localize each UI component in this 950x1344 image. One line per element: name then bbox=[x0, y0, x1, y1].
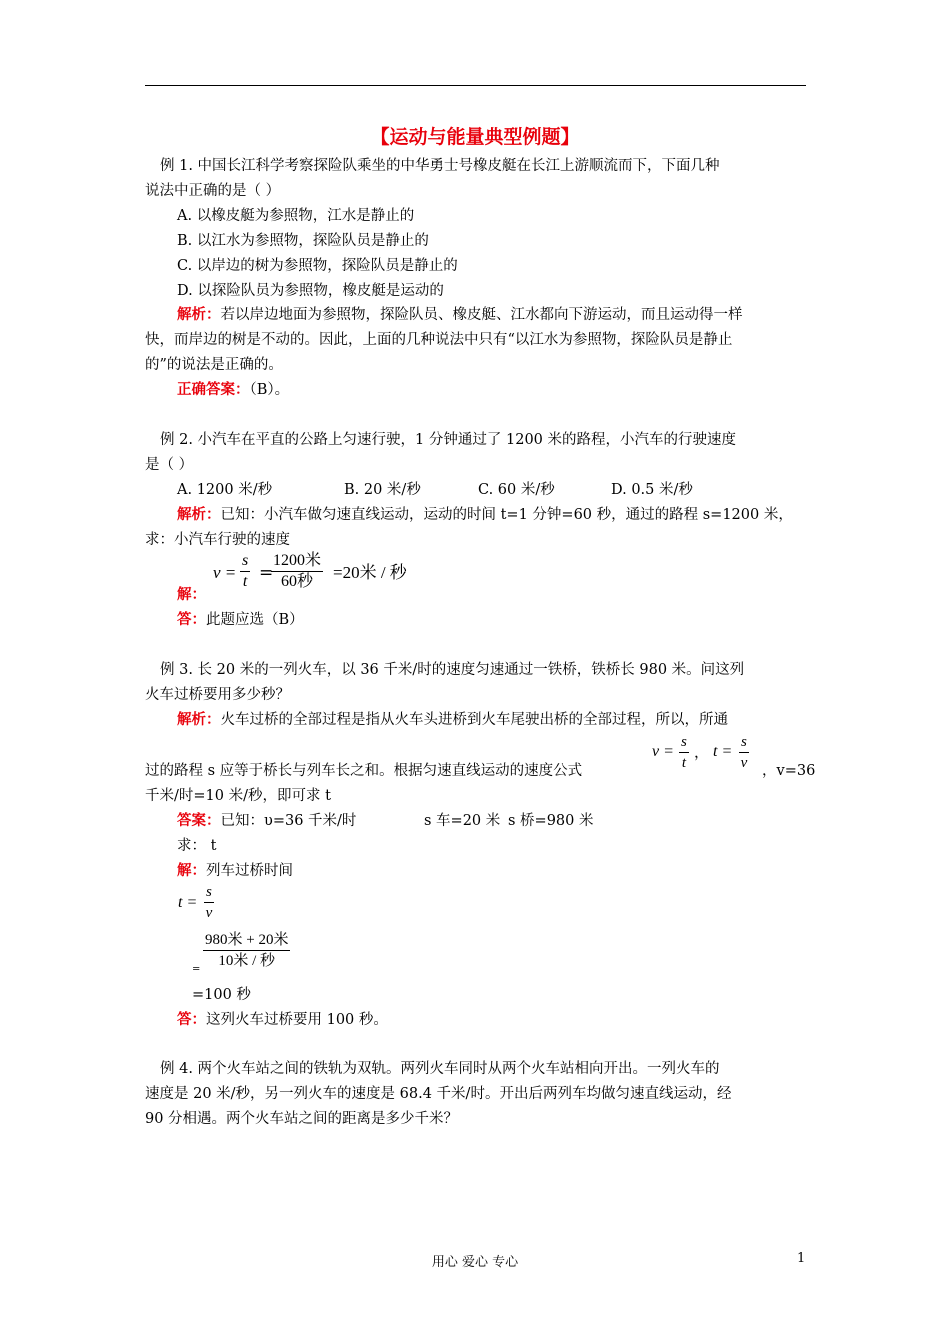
ex2-f2-den: 60秒 bbox=[281, 573, 314, 590]
ex2-answer-label: 答： bbox=[177, 611, 206, 628]
ex3-solution-line bbox=[177, 861, 293, 881]
ex2-analysis-line1 bbox=[177, 505, 793, 525]
ex2-fraction-values bbox=[271, 551, 323, 592]
ex1-answer: （B）。 bbox=[249, 382, 290, 398]
ex4-question-line3: 90 分相遇。两个火车站之间的距离是多少千米？ bbox=[145, 1111, 459, 1127]
ex1-question-line1: 例 1. 中国长江科学考察探险队乘坐的中华勇士号橡皮艇在长江上游顺流而下，下面几种 bbox=[160, 158, 720, 174]
ex3-analysis-line2: 过的路程 s 应等于桥长与列车长之和。根据匀速直线运动的速度公式 bbox=[145, 763, 583, 779]
ex3-analysis-label: 解析： bbox=[177, 711, 221, 728]
ex2-option-c: C. 60 米/秒 bbox=[478, 482, 555, 498]
ex3-fv-den: t bbox=[681, 755, 686, 771]
ex3-solution: 列车过桥时间 bbox=[206, 863, 293, 879]
ex1-answer-label: 正确答案： bbox=[177, 381, 250, 398]
ex3-ft-num: s bbox=[739, 732, 749, 753]
ex3-formula3-eq: = bbox=[192, 964, 201, 975]
ex3-fv-num: s bbox=[679, 732, 689, 753]
ex1-analysis-line2: 快，而岸边的树是不动的。因此，上面的几种说法中只有“以江水为参照物，探险队员是静止 bbox=[145, 332, 733, 348]
ex2-solution-label: 解： bbox=[177, 586, 206, 603]
ex3-formula3-fraction bbox=[203, 930, 290, 971]
ex3-formula2-lhs: t = bbox=[178, 894, 198, 911]
page-footer: 用心 爱心 专心 bbox=[431, 1255, 519, 1270]
ex2-formula-eq1: = bbox=[259, 563, 274, 583]
ex3-f2-den: v bbox=[205, 905, 213, 921]
page-title: 【运动与能量典型例题】 bbox=[370, 126, 580, 148]
ex2-option-a: A. 1200 米/秒 bbox=[177, 482, 273, 498]
ex2-analysis-line2: 求：小汽车行驶的速度 bbox=[145, 532, 290, 548]
ex2-analysis-label: 解析： bbox=[177, 506, 221, 523]
ex1-option-d: D. 以探险队员为参照物，橡皮艇是运动的 bbox=[177, 283, 444, 299]
ex2-formula-rhs: =20米 / 秒 bbox=[333, 563, 407, 582]
ex1-analysis-line1 bbox=[177, 305, 743, 325]
ex1-question-line2: 说法中正确的是（ ） bbox=[145, 183, 281, 199]
ex3-fraction-s-over-v bbox=[739, 732, 749, 773]
ex3-s-car: s 车=20 米 bbox=[424, 813, 501, 829]
header-rule bbox=[145, 85, 806, 86]
ex2-question-line2: 是（ ） bbox=[145, 457, 194, 473]
ex1-answer-line bbox=[177, 380, 289, 400]
ex3-final: 这列火车过桥要用 100 秒。 bbox=[206, 1012, 388, 1028]
ex1-analysis-text1: 若以岸边地面为参照物，探险队员、橡皮艇、江水都向下游运动，而且运动得一样 bbox=[220, 307, 743, 323]
ex3-s-bridge: s 桥=980 米 bbox=[508, 813, 594, 829]
ex1-analysis-line3: 的”的说法是正确的。 bbox=[145, 357, 283, 373]
ex3-analysis-line3: 千米/时=10 米/秒，即可求 t bbox=[145, 788, 331, 804]
ex3-f3-num: 980米 + 20米 bbox=[203, 930, 290, 951]
ex3-known: 已知：υ=36 千米/时 bbox=[220, 813, 357, 829]
ex3-f3-den: 10米 / 秒 bbox=[218, 953, 276, 969]
ex2-analysis-text1: 已知：小汽车做匀速直线运动，运动的时间 t=1 分钟=60 秒，通过的路程 s=1200 米， bbox=[220, 507, 793, 523]
ex3-analysis-line1 bbox=[177, 710, 728, 730]
ex2-formula-lhs: v = bbox=[213, 563, 237, 582]
ex3-ft-den: v bbox=[740, 755, 748, 771]
page-number: 1 bbox=[797, 1251, 806, 1266]
ex1-option-a: A. 以橡皮艇为参照物，江水是静止的 bbox=[177, 208, 415, 224]
ex3-result: =100 秒 bbox=[192, 987, 251, 1003]
ex3-formula-t-lhs: t = bbox=[713, 743, 733, 760]
ex3-solution-label: 解： bbox=[177, 862, 206, 879]
ex1-option-c: C. 以岸边的树为参照物，探险队员是静止的 bbox=[177, 258, 458, 274]
ex3-analysis-text1: 火车过桥的全部过程是指从火车头进桥到火车尾驶出桥的全部过程，所以，所通 bbox=[220, 712, 728, 728]
ex3-formula2-fraction bbox=[204, 882, 214, 923]
ex3-analysis-line2-tail: ，v=36 bbox=[762, 763, 816, 779]
ex3-question-line1: 例 3. 长 20 米的一列火车，以 36 千米/时的速度匀速通过一铁桥，铁桥长 980 米。问这列 bbox=[160, 662, 745, 678]
ex4-question-line1: 例 4. 两个火车站之间的铁轨为双轨。两列火车同时从两个火车站相向开出。一列火车的 bbox=[160, 1061, 720, 1077]
ex3-formula-v-lhs: v = bbox=[652, 743, 674, 760]
ex3-answer-label: 答案： bbox=[177, 812, 221, 829]
ex2-option-b: B. 20 米/秒 bbox=[344, 482, 421, 498]
ex2-answer-line bbox=[177, 610, 304, 630]
ex2-f1-num: s bbox=[240, 551, 250, 572]
ex3-f2-num: s bbox=[204, 882, 214, 903]
ex3-find: 求： t bbox=[177, 838, 217, 854]
ex3-fraction-s-over-t bbox=[679, 732, 689, 773]
ex3-question-line2: 火车过桥要用多少秒？ bbox=[145, 687, 290, 703]
ex2-question-line1: 例 2. 小汽车在平直的公路上匀速行驶，1 分钟通过了 1200 米的路程，小汽车的行驶速度 bbox=[160, 432, 737, 448]
ex4-question-line2: 速度是 20 米/秒，另一列火车的速度是 68.4 千米/时。开出后两列车均做匀速直线运动，经 bbox=[145, 1086, 732, 1102]
ex3-formula-sep: ， bbox=[694, 743, 710, 761]
ex3-final-line bbox=[177, 1010, 388, 1030]
ex1-option-b: B. 以江水为参照物，探险队员是静止的 bbox=[177, 233, 429, 249]
ex2-f2-num: 1200米 bbox=[271, 551, 323, 572]
ex2-answer: 此题应选（B） bbox=[206, 612, 304, 628]
ex2-fraction-s-over-t bbox=[240, 551, 250, 592]
ex2-option-d: D. 0.5 米/秒 bbox=[611, 482, 693, 498]
ex1-analysis-label: 解析： bbox=[177, 306, 221, 323]
ex3-final-label: 答： bbox=[177, 1011, 206, 1028]
ex2-f1-den: t bbox=[242, 573, 248, 590]
ex3-answer-line bbox=[177, 811, 356, 831]
